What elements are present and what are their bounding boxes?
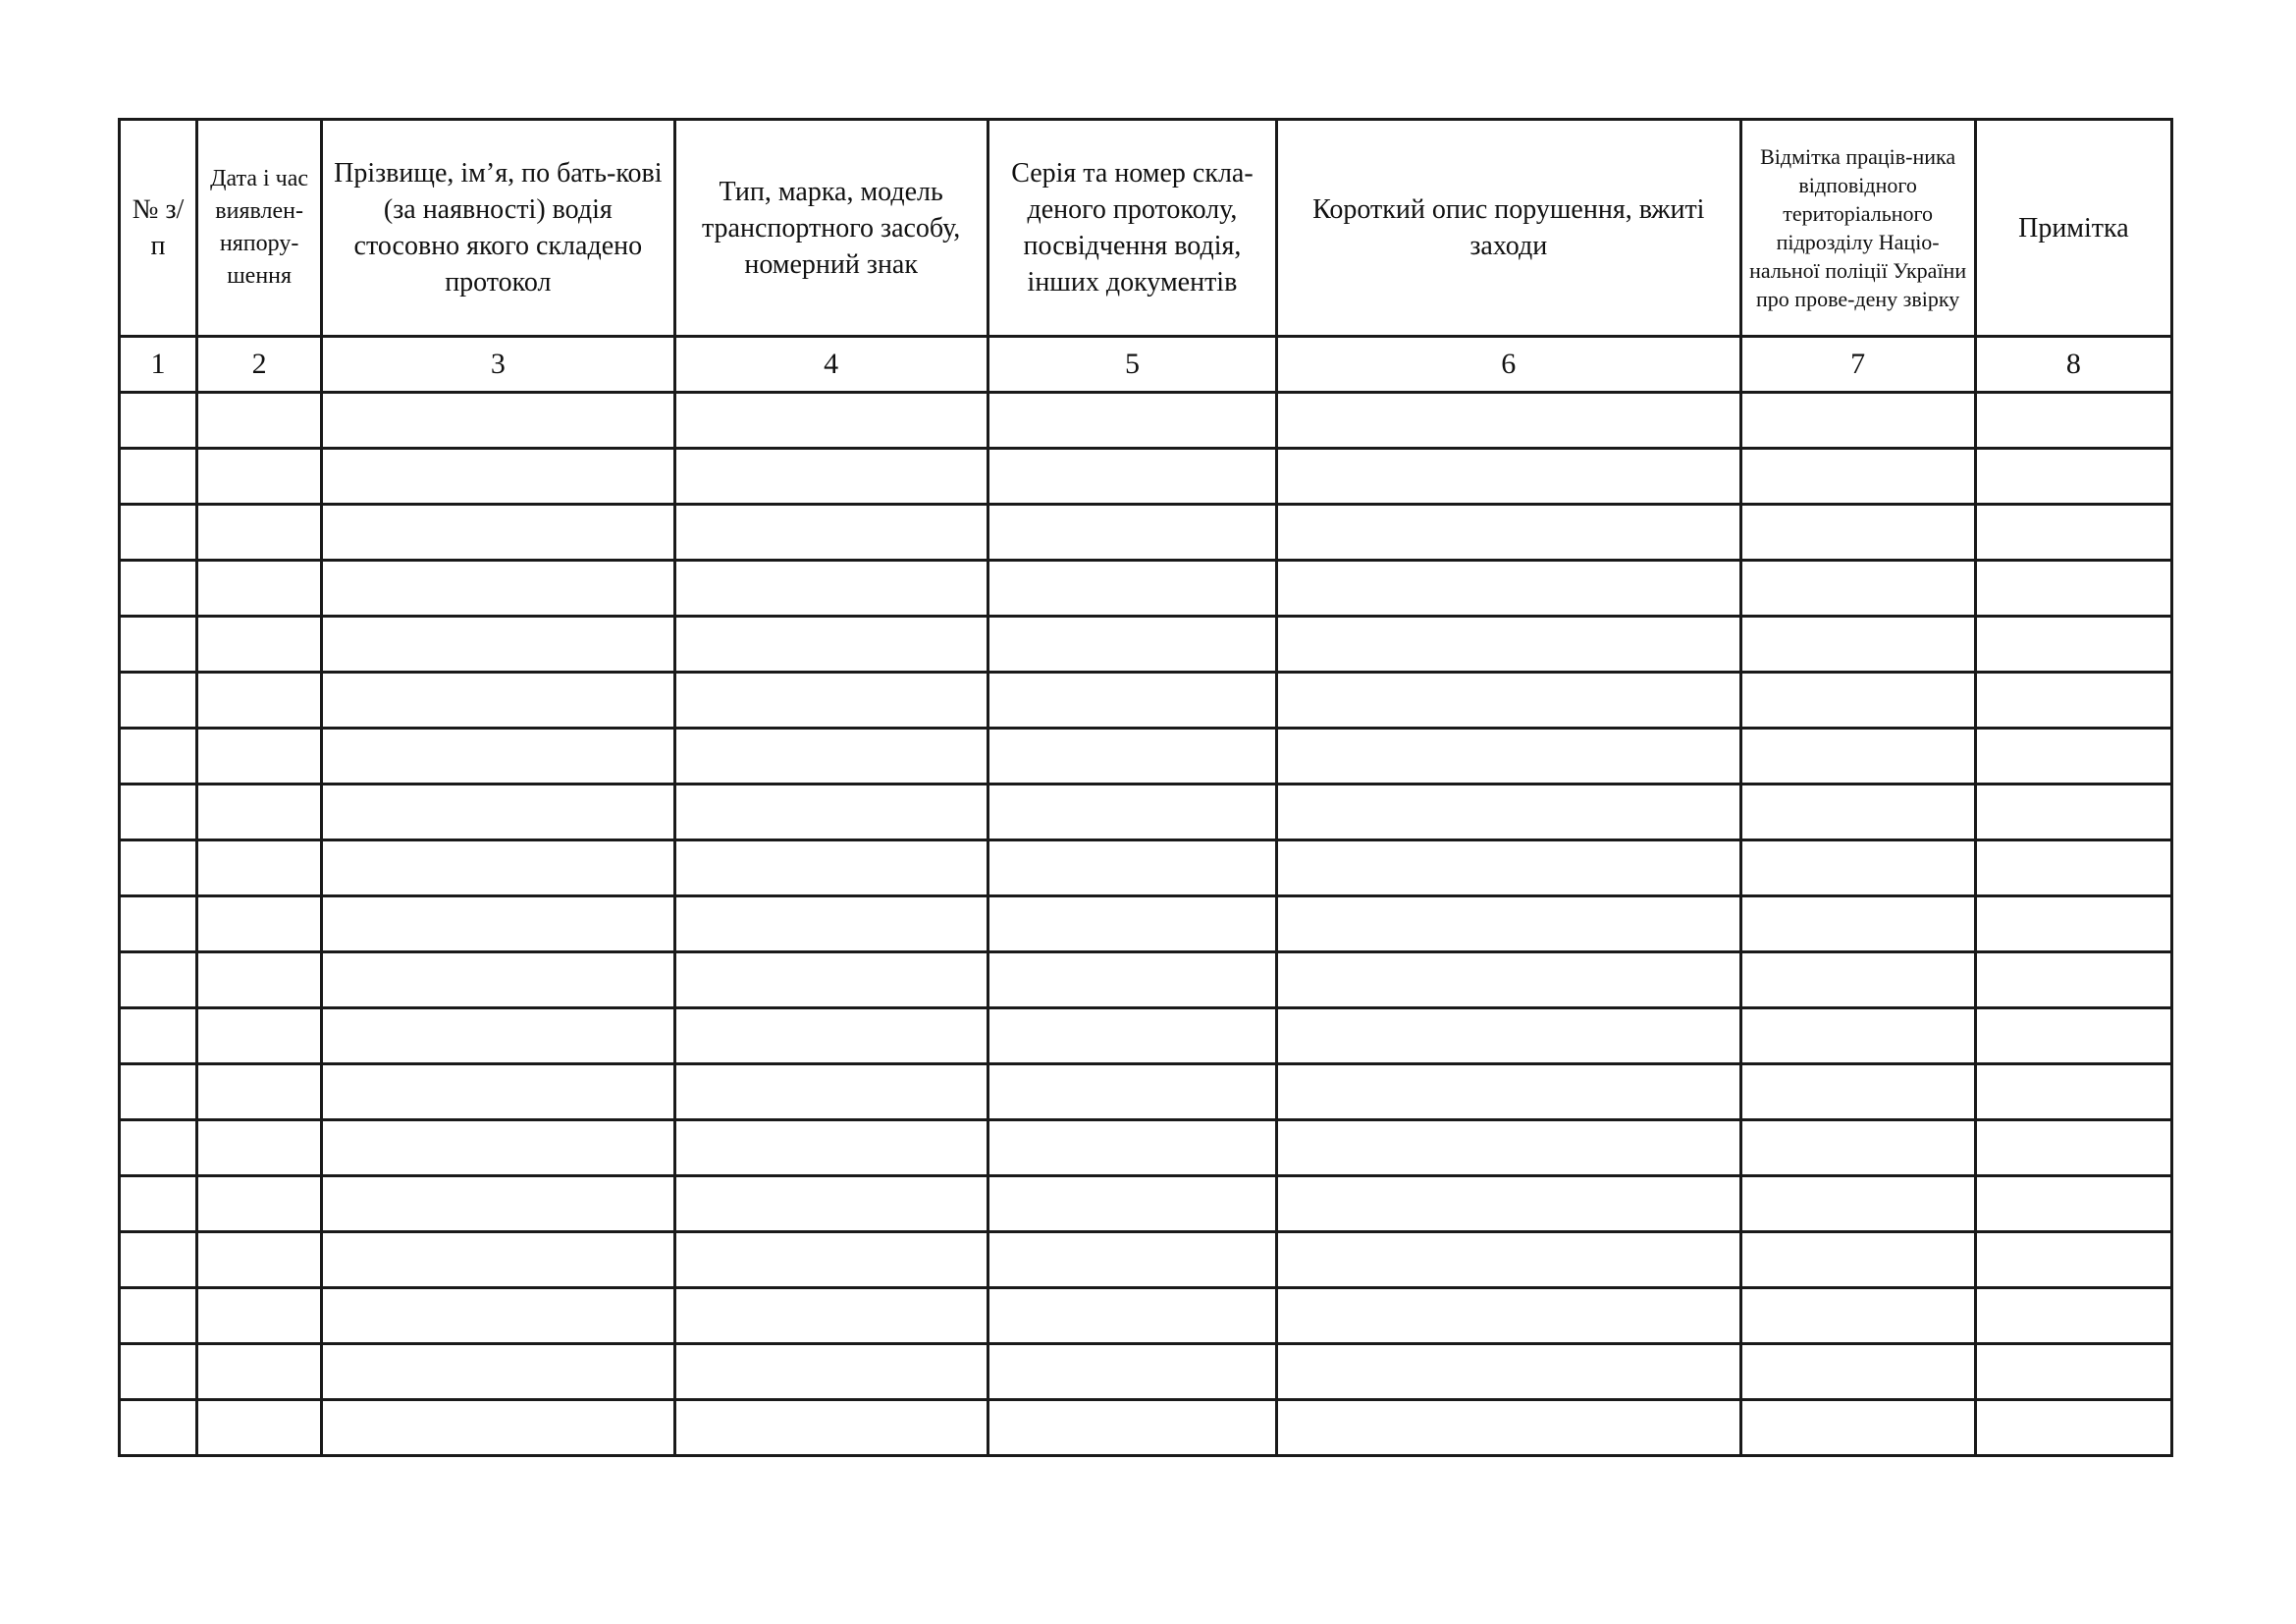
table-cell[interactable] bbox=[120, 505, 197, 561]
table-cell[interactable] bbox=[197, 840, 322, 896]
table-cell[interactable] bbox=[1277, 617, 1740, 673]
table-row bbox=[120, 1064, 2172, 1120]
table-cell[interactable] bbox=[1975, 1120, 2171, 1176]
table-cell[interactable] bbox=[322, 1008, 674, 1064]
table-cell[interactable] bbox=[197, 1008, 322, 1064]
column-number: 8 bbox=[1975, 337, 2171, 393]
table-cell[interactable] bbox=[1975, 896, 2171, 952]
table-cell[interactable] bbox=[120, 896, 197, 952]
table-cell[interactable] bbox=[120, 673, 197, 729]
table-cell[interactable] bbox=[120, 785, 197, 840]
table-cell[interactable] bbox=[322, 896, 674, 952]
violations-register-table bbox=[118, 118, 2173, 1457]
table-cell[interactable] bbox=[120, 952, 197, 1008]
table-cell[interactable] bbox=[674, 617, 988, 673]
table-cell[interactable] bbox=[1740, 449, 1975, 505]
table-cell[interactable] bbox=[674, 840, 988, 896]
table-cell[interactable] bbox=[1740, 840, 1975, 896]
table-cell[interactable] bbox=[988, 785, 1276, 840]
table-cell[interactable] bbox=[120, 1288, 197, 1344]
table-cell[interactable] bbox=[1277, 1008, 1740, 1064]
column-number: 1 bbox=[120, 337, 197, 393]
table-cell[interactable] bbox=[322, 1176, 674, 1232]
table-cell[interactable] bbox=[1277, 505, 1740, 561]
table-cell[interactable] bbox=[1740, 1008, 1975, 1064]
table-cell[interactable] bbox=[1975, 561, 2171, 617]
table-cell[interactable] bbox=[1277, 1400, 1740, 1456]
table-cell[interactable] bbox=[1975, 449, 2171, 505]
table-cell[interactable] bbox=[1975, 1176, 2171, 1232]
column-number: 2 bbox=[197, 337, 322, 393]
table-cell[interactable] bbox=[988, 840, 1276, 896]
table-cell[interactable] bbox=[120, 1064, 197, 1120]
table-cell[interactable] bbox=[1740, 1120, 1975, 1176]
table-row bbox=[120, 617, 2172, 673]
table-cell[interactable] bbox=[988, 1064, 1276, 1120]
table-cell[interactable] bbox=[1740, 896, 1975, 952]
table-cell[interactable] bbox=[988, 449, 1276, 505]
table-cell[interactable] bbox=[120, 1344, 197, 1400]
table-cell[interactable] bbox=[120, 1400, 197, 1456]
table-cell[interactable] bbox=[197, 449, 322, 505]
table-cell[interactable] bbox=[1277, 840, 1740, 896]
table-row bbox=[120, 561, 2172, 617]
table-cell[interactable] bbox=[988, 673, 1276, 729]
table-cell[interactable] bbox=[120, 1232, 197, 1288]
table-cell[interactable] bbox=[1975, 729, 2171, 785]
table-cell[interactable] bbox=[674, 561, 988, 617]
table-cell[interactable] bbox=[197, 1120, 322, 1176]
table-cell[interactable] bbox=[1975, 952, 2171, 1008]
table-cell[interactable] bbox=[1740, 1176, 1975, 1232]
table-cell[interactable] bbox=[120, 1008, 197, 1064]
table-cell[interactable] bbox=[197, 1344, 322, 1400]
table-cell[interactable] bbox=[674, 1176, 988, 1232]
table-cell[interactable] bbox=[120, 840, 197, 896]
header-row bbox=[120, 120, 2172, 337]
table-cell[interactable] bbox=[674, 785, 988, 840]
column-number-row bbox=[120, 337, 2172, 393]
table-cell[interactable] bbox=[1740, 561, 1975, 617]
table-cell[interactable] bbox=[197, 617, 322, 673]
table-cell[interactable] bbox=[1975, 505, 2171, 561]
table-row bbox=[120, 1400, 2172, 1456]
column-number: 3 bbox=[322, 337, 674, 393]
header-note: Примітка bbox=[1975, 120, 2171, 337]
table-cell[interactable] bbox=[1277, 449, 1740, 505]
table-cell[interactable] bbox=[988, 617, 1276, 673]
table-cell[interactable] bbox=[988, 1120, 1276, 1176]
table-cell[interactable] bbox=[674, 1232, 988, 1288]
table-cell[interactable] bbox=[322, 1232, 674, 1288]
table-cell[interactable] bbox=[1277, 1120, 1740, 1176]
table-cell[interactable] bbox=[1740, 729, 1975, 785]
table-cell[interactable] bbox=[197, 1232, 322, 1288]
table-cell[interactable] bbox=[322, 1120, 674, 1176]
table-cell[interactable] bbox=[197, 952, 322, 1008]
table-row bbox=[120, 1344, 2172, 1400]
table-row bbox=[120, 896, 2172, 952]
table-row bbox=[120, 729, 2172, 785]
column-number: 5 bbox=[988, 337, 1276, 393]
table-cell[interactable] bbox=[1277, 729, 1740, 785]
column-number: 7 bbox=[1740, 337, 1975, 393]
table-cell[interactable] bbox=[1740, 785, 1975, 840]
table-cell[interactable] bbox=[197, 1064, 322, 1120]
table-cell[interactable] bbox=[674, 393, 988, 449]
table-cell[interactable] bbox=[988, 729, 1276, 785]
table-cell[interactable] bbox=[674, 729, 988, 785]
table-cell[interactable] bbox=[988, 896, 1276, 952]
table-row bbox=[120, 1288, 2172, 1344]
table-cell[interactable] bbox=[1277, 1232, 1740, 1288]
table-cell[interactable] bbox=[120, 729, 197, 785]
table-cell[interactable] bbox=[674, 952, 988, 1008]
table-cell[interactable] bbox=[1975, 1008, 2171, 1064]
table-cell[interactable] bbox=[120, 1120, 197, 1176]
column-number: 6 bbox=[1277, 337, 1740, 393]
table-cell[interactable] bbox=[1740, 505, 1975, 561]
table-cell[interactable] bbox=[322, 449, 674, 505]
table-cell[interactable] bbox=[322, 1064, 674, 1120]
table-cell[interactable] bbox=[1740, 952, 1975, 1008]
table-cell[interactable] bbox=[1277, 952, 1740, 1008]
header-protocol-documents: Серія та номер скла-деного протоколу, посвідчення водія, інших документів bbox=[988, 120, 1276, 337]
table-cell[interactable] bbox=[1740, 1400, 1975, 1456]
table-cell[interactable] bbox=[1277, 1344, 1740, 1400]
table-cell[interactable] bbox=[1277, 561, 1740, 617]
table-row bbox=[120, 393, 2172, 449]
table-cell[interactable] bbox=[1277, 896, 1740, 952]
table-cell[interactable] bbox=[197, 896, 322, 952]
table-cell[interactable] bbox=[120, 449, 197, 505]
table-cell[interactable] bbox=[988, 505, 1276, 561]
table-cell[interactable] bbox=[1277, 785, 1740, 840]
table-cell[interactable] bbox=[322, 561, 674, 617]
table-cell[interactable] bbox=[988, 1344, 1276, 1400]
table-cell[interactable] bbox=[988, 1176, 1276, 1232]
table-cell[interactable] bbox=[1975, 617, 2171, 673]
table-cell[interactable] bbox=[120, 1176, 197, 1232]
table-cell[interactable] bbox=[322, 617, 674, 673]
table-cell[interactable] bbox=[988, 1008, 1276, 1064]
table-row bbox=[120, 1008, 2172, 1064]
header-number: № з/п bbox=[120, 120, 197, 337]
table-row bbox=[120, 840, 2172, 896]
header-violation-description: Короткий опис порушення, вжиті заходи bbox=[1277, 120, 1740, 337]
table-cell[interactable] bbox=[1740, 1232, 1975, 1288]
table-cell[interactable] bbox=[674, 1400, 988, 1456]
register-body bbox=[120, 393, 2172, 1456]
table-cell[interactable] bbox=[1975, 1288, 2171, 1344]
header-date-time: Дата і час виявлен-няпору-шення bbox=[197, 120, 322, 337]
table-row bbox=[120, 952, 2172, 1008]
header-vehicle: Тип, марка, модель транспортного засобу, номерний знак bbox=[674, 120, 988, 337]
table-cell[interactable] bbox=[120, 561, 197, 617]
table-cell[interactable] bbox=[674, 449, 988, 505]
table-row bbox=[120, 785, 2172, 840]
table-cell[interactable] bbox=[988, 1232, 1276, 1288]
table-cell[interactable] bbox=[674, 1008, 988, 1064]
table-cell[interactable] bbox=[322, 785, 674, 840]
table-cell[interactable] bbox=[322, 729, 674, 785]
table-cell[interactable] bbox=[197, 393, 322, 449]
table-cell[interactable] bbox=[1277, 1064, 1740, 1120]
table-cell[interactable] bbox=[1740, 393, 1975, 449]
table-cell[interactable] bbox=[1975, 1344, 2171, 1400]
table-cell[interactable] bbox=[120, 393, 197, 449]
table-cell[interactable] bbox=[1277, 393, 1740, 449]
table-cell[interactable] bbox=[1975, 785, 2171, 840]
table-cell[interactable] bbox=[988, 561, 1276, 617]
table-cell[interactable] bbox=[674, 505, 988, 561]
table-cell[interactable] bbox=[988, 1400, 1276, 1456]
table-cell[interactable] bbox=[1740, 673, 1975, 729]
table-cell[interactable] bbox=[988, 952, 1276, 1008]
table-cell[interactable] bbox=[1975, 1400, 2171, 1456]
table-cell[interactable] bbox=[322, 505, 674, 561]
table-cell[interactable] bbox=[322, 952, 674, 1008]
column-number: 4 bbox=[674, 337, 988, 393]
table-cell[interactable] bbox=[674, 1064, 988, 1120]
table-cell[interactable] bbox=[197, 561, 322, 617]
table-cell[interactable] bbox=[988, 393, 1276, 449]
table-cell[interactable] bbox=[322, 393, 674, 449]
table-row bbox=[120, 449, 2172, 505]
table-cell[interactable] bbox=[1740, 1288, 1975, 1344]
table-cell[interactable] bbox=[322, 840, 674, 896]
header-police-mark: Відмітка праців-ника відповідного територіального підрозділу Націо-нальної поліції України про прове-дену звірку bbox=[1740, 120, 1975, 337]
table-row bbox=[120, 673, 2172, 729]
table-cell[interactable] bbox=[120, 617, 197, 673]
table-cell[interactable] bbox=[322, 673, 674, 729]
table-cell[interactable] bbox=[1975, 1232, 2171, 1288]
table-cell[interactable] bbox=[197, 1288, 322, 1344]
table-cell[interactable] bbox=[1277, 673, 1740, 729]
table-cell[interactable] bbox=[1740, 1344, 1975, 1400]
header-driver-name: Прізвище, ім’я, по бать-кові (за наявності) водія стосовно якого складено протокол bbox=[322, 120, 674, 337]
table-cell[interactable] bbox=[322, 1400, 674, 1456]
table-cell[interactable] bbox=[1975, 840, 2171, 896]
table-cell[interactable] bbox=[322, 1344, 674, 1400]
table-row bbox=[120, 1232, 2172, 1288]
table-cell[interactable] bbox=[1975, 393, 2171, 449]
table-row bbox=[120, 505, 2172, 561]
table-cell[interactable] bbox=[1740, 617, 1975, 673]
table-row bbox=[120, 1176, 2172, 1232]
table-cell[interactable] bbox=[674, 1120, 988, 1176]
table-cell[interactable] bbox=[1277, 1176, 1740, 1232]
table-cell[interactable] bbox=[197, 785, 322, 840]
table-cell[interactable] bbox=[674, 673, 988, 729]
table-cell[interactable] bbox=[1975, 673, 2171, 729]
table-cell[interactable] bbox=[674, 1344, 988, 1400]
table-cell[interactable] bbox=[197, 1176, 322, 1232]
table-cell[interactable] bbox=[197, 673, 322, 729]
table-cell[interactable] bbox=[1740, 1064, 1975, 1120]
table-row bbox=[120, 1120, 2172, 1176]
table-cell[interactable] bbox=[197, 729, 322, 785]
table-cell[interactable] bbox=[1277, 1288, 1740, 1344]
table-cell[interactable] bbox=[674, 1288, 988, 1344]
table-cell[interactable] bbox=[1975, 1064, 2171, 1120]
table-cell[interactable] bbox=[674, 896, 988, 952]
table-cell[interactable] bbox=[197, 505, 322, 561]
table-cell[interactable] bbox=[322, 1288, 674, 1344]
table-cell[interactable] bbox=[197, 1400, 322, 1456]
table-cell[interactable] bbox=[988, 1288, 1276, 1344]
